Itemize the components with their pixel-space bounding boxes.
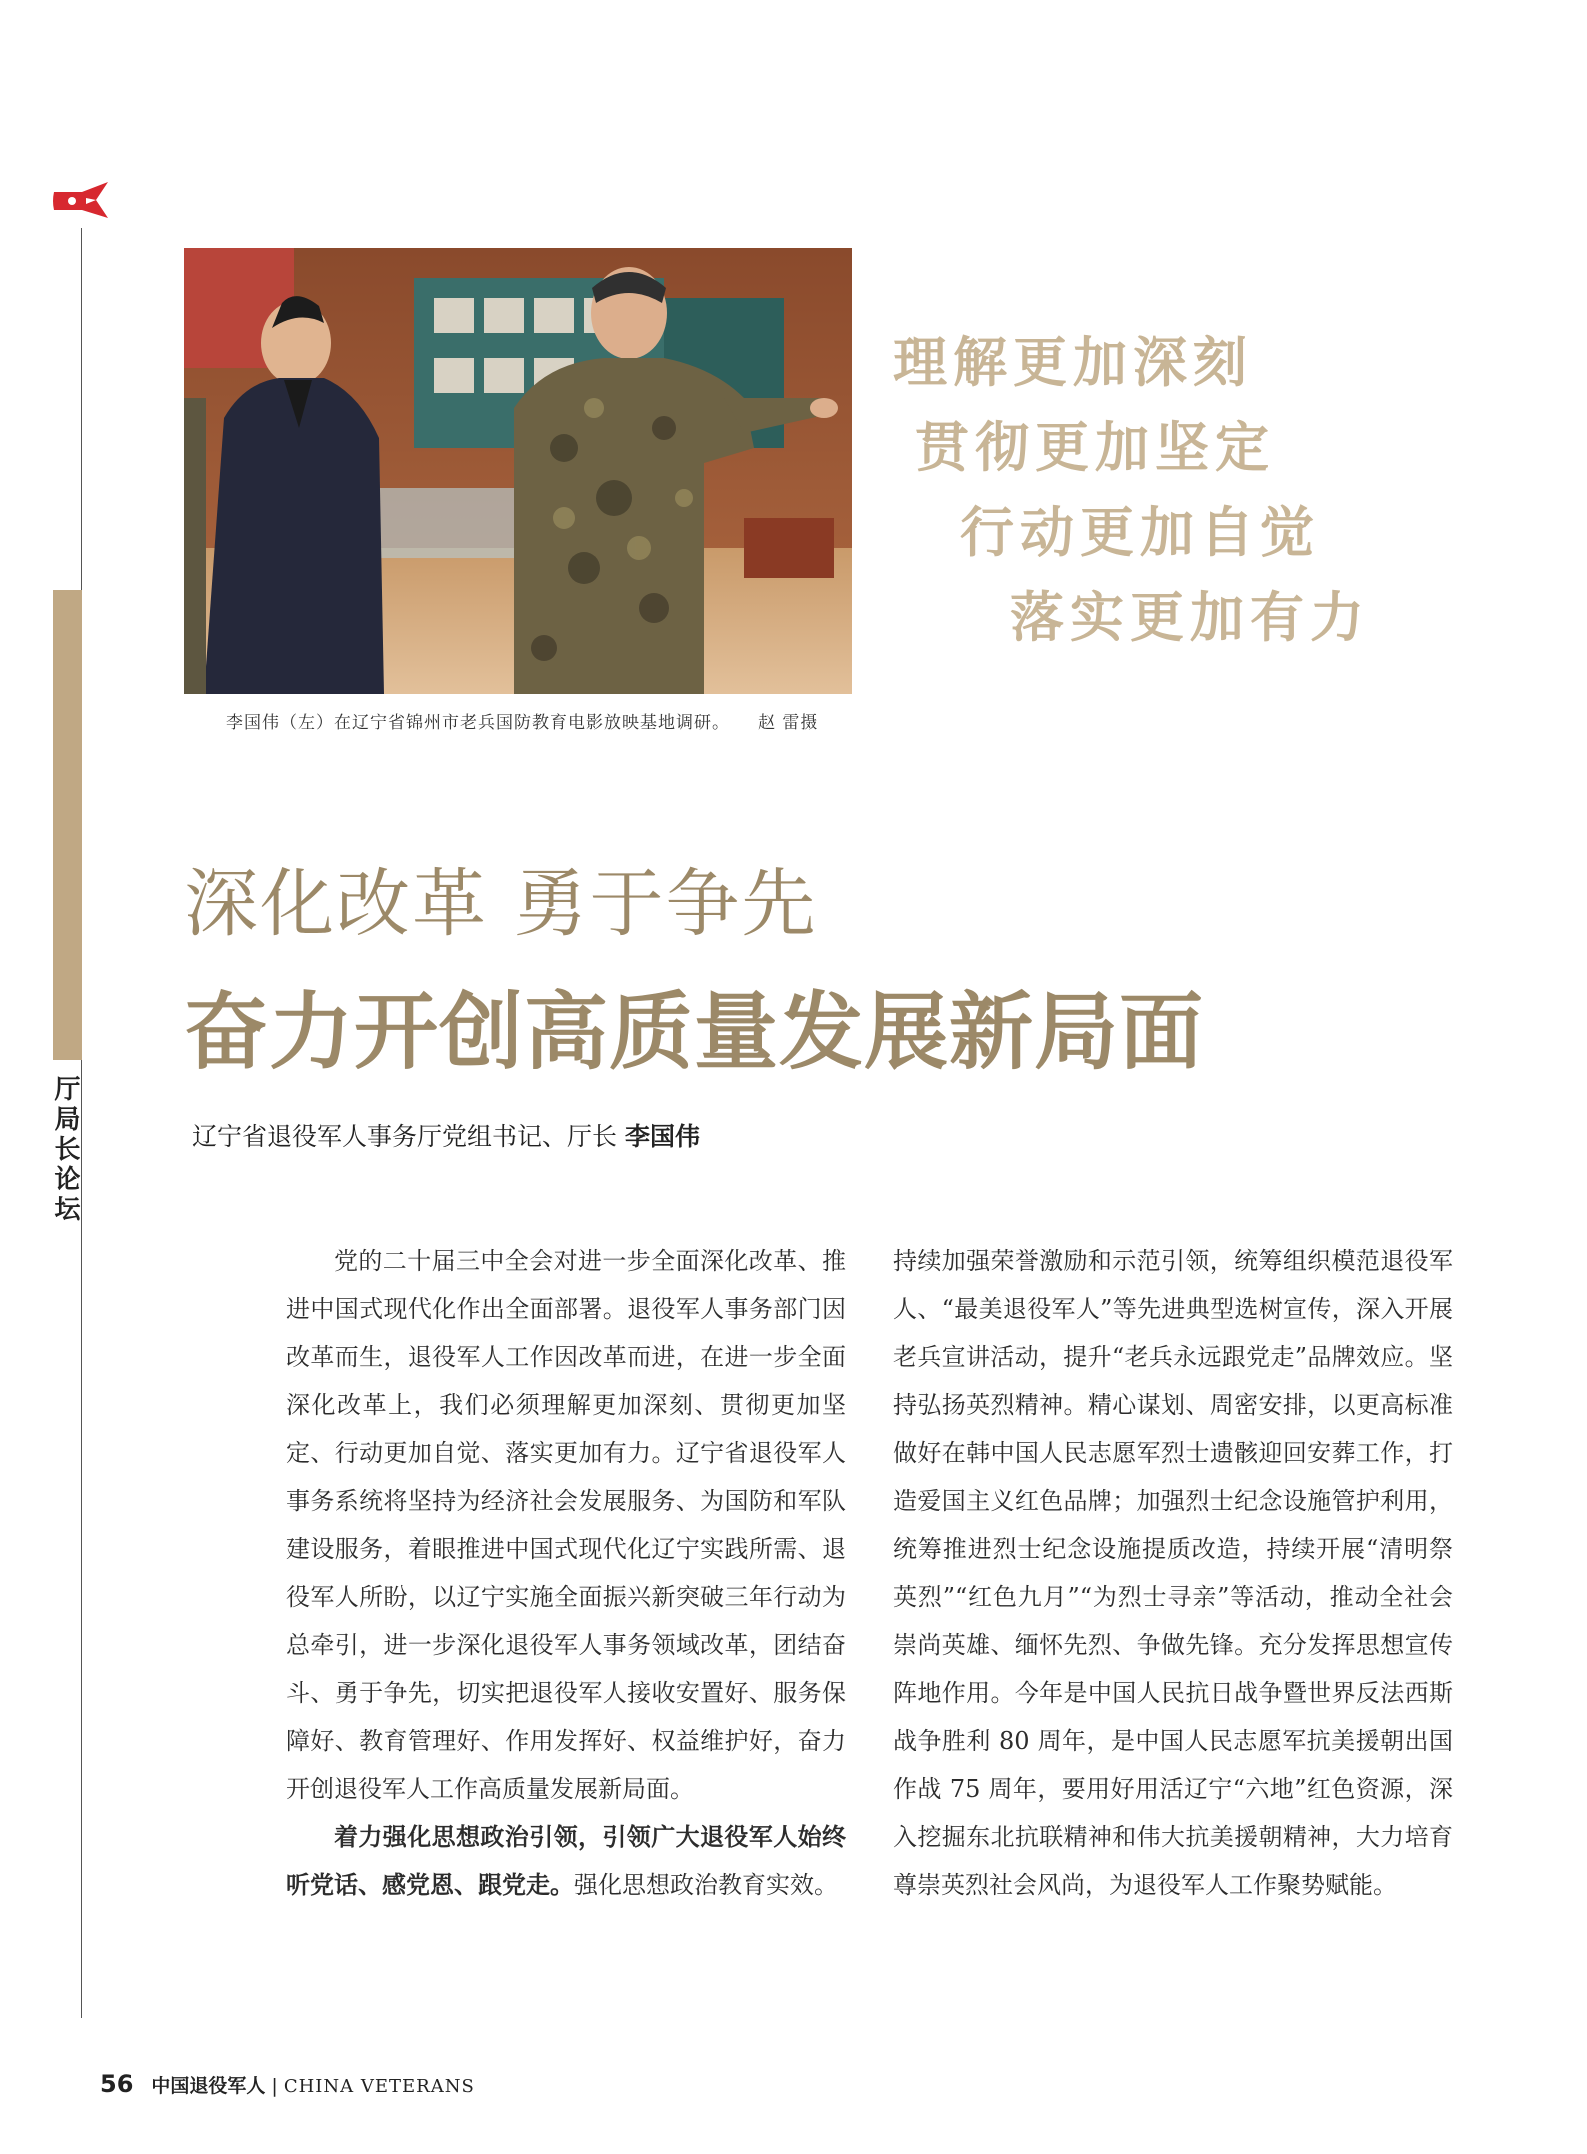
slogan-line-2: 贯彻更加坚定: [915, 415, 1275, 479]
body-column-right: [893, 1237, 1453, 1909]
slogan-line-1: 理解更加深刻: [893, 330, 1253, 394]
paragraph-text: 强化思想政治教育实效。: [574, 1871, 838, 1899]
article-photo: [184, 248, 852, 694]
magazine-name: 中国退役军人: [151, 2075, 266, 2097]
photo-credit: 赵 雷摄: [758, 713, 819, 733]
slogan-line-4: 落实更加有力: [1010, 585, 1370, 649]
author-role: 辽宁省退役军人事务厅党组书记、厅长: [192, 1122, 625, 1151]
byline: [192, 1117, 700, 1153]
caption-text: 李国伟（左）在辽宁省锦州市老兵国防教育电影放映基地调研。: [226, 713, 730, 733]
photo-caption: [226, 708, 818, 733]
paragraph-lead: 着力强化思想政治引领，引领广大退役军人始终听党话、感党恩、跟党走。: [286, 1823, 846, 1899]
magazine-name-en: CHINA VETERANS: [283, 2076, 475, 2097]
magazine-logo-icon: [52, 180, 110, 220]
article-subtitle: 深化改革 勇于争先: [184, 861, 818, 947]
body-paragraph: 党的二十届三中全会对进一步全面深化改革、推进中国式现代化作出全面部署。退役军人事务部门因改革而生，退役军人工作因改革而进，在进一步全面深化改革上，我们必须理解更加深刻、贯彻更加坚定、行动更加自觉、落实更加有力。辽宁省退役军人事务系统将坚持为经济社会发展服务、为国防和军队建设服务，着眼推进中国式现代化辽宁实践所需、退役军人所盼，以辽宁实施全面振兴新突破三年行动为总牵引，进一步深化退役军人事务领域改革，团结奋斗、勇于争先，切实把退役军人接收安置好、服务保障好、教育管理好、作用发挥好、权益维护好，奋力开创退役军人工作高质量发展新局面。: [286, 1247, 846, 1803]
footer-separator: |: [271, 2075, 278, 2097]
page-footer: [100, 2070, 475, 2098]
section-label: 厅局长论坛: [50, 1075, 80, 1225]
body-paragraph: [286, 1813, 846, 1909]
author-name: 李国伟: [624, 1122, 700, 1151]
body-column-left: [286, 1237, 846, 1909]
section-accent-bar: [53, 590, 82, 1060]
slogan-line-3: 行动更加自觉: [960, 500, 1320, 564]
article-title: 奋力开创高质量发展新局面: [184, 983, 1205, 1081]
body-paragraph: 持续加强荣誉激励和示范引领，统筹组织模范退役军人、“最美退役军人”等先进典型选树宣传，深入开展老兵宣讲活动，提升“老兵永远跟党走”品牌效应。坚持弘扬英烈精神。精心谋划、周密安排，以更高标准做好在韩中国人民志愿军烈士遗骸迎回安葬工作，打造爱国主义红色品牌；加强烈士纪念设施管护利用，统筹推进烈士纪念设施提质改造，持续开展“清明祭英烈”“红色九月”“为烈士寻亲”等活动，推动全社会崇尚英雄、缅怀先烈、争做先锋。充分发挥思想宣传阵地作用。今年是中国人民抗日战争暨世界反法西斯战争胜利 80 周年，是中国人民志愿军抗美援朝出国作战 75 周年，要用好用活辽宁“六地”红色资源，深入挖掘东北抗联精神和伟大抗美援朝精神，大力培育尊崇英烈社会风尚，为退役军人工作聚势赋能。: [893, 1247, 1453, 1899]
page-number: 56: [100, 2070, 134, 2098]
